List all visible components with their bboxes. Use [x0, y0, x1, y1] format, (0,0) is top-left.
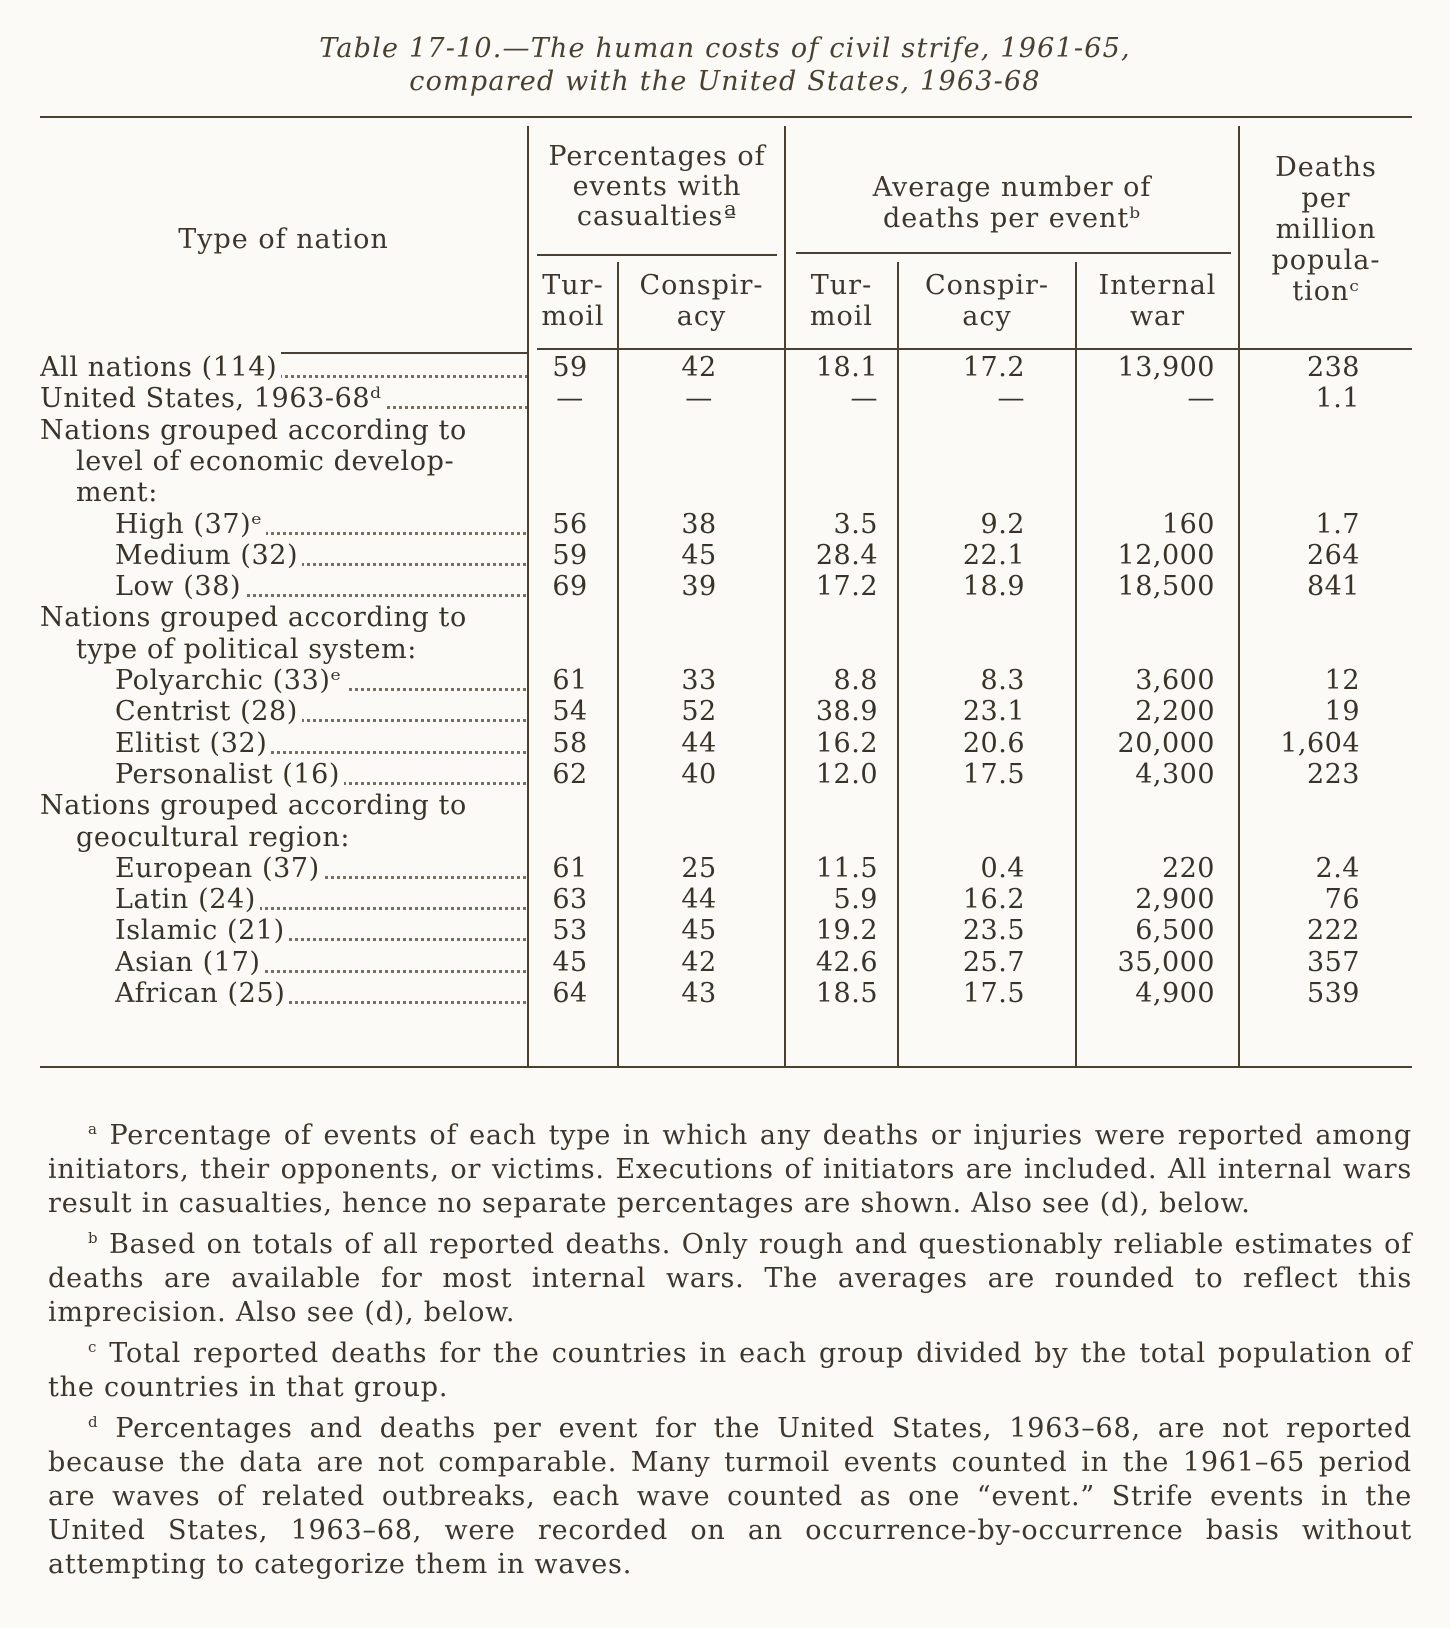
- footnote-d: [48, 1405, 1412, 1582]
- footnote-b: [48, 1221, 1412, 1330]
- cell-deaths-per-million: 2.4: [1315, 852, 1360, 884]
- cell-internal-war: 12,000: [1117, 539, 1215, 571]
- cell-conspiracy-pct: 42: [681, 946, 717, 978]
- table-row: [0, 602, 1450, 634]
- row-label: [115, 915, 526, 947]
- row-label: [115, 571, 526, 603]
- row-label-text: level of economic develop-: [76, 446, 458, 477]
- cell-deaths-per-million: 223: [1306, 758, 1360, 790]
- cell-internal-war: 13,900: [1117, 352, 1215, 383]
- row-label: [40, 602, 528, 634]
- avg-spanner-rule: [796, 252, 1231, 254]
- cell-conspiracy-pct: 43: [681, 978, 717, 1009]
- cell-conspiracy-avg: 17.2: [962, 352, 1025, 383]
- cell-conspiracy-pct: 25: [681, 852, 717, 884]
- row-label-text: Medium (32): [115, 540, 302, 571]
- cell-turmoil-avg: 18.1: [815, 352, 878, 383]
- header-avg-line-1: Average number of: [872, 172, 1152, 203]
- cell-turmoil-avg: —: [850, 383, 878, 415]
- cell-conspiracy-pct: 44: [681, 727, 717, 759]
- cell-deaths-per-million: 841: [1306, 571, 1360, 603]
- cell-internal-war: 3,600: [1135, 665, 1215, 696]
- cell-turmoil-pct: 64: [552, 978, 588, 1009]
- cell-internal-war: 2,900: [1135, 884, 1215, 916]
- row-label: [76, 446, 526, 478]
- cell-conspiracy-avg: 0.4: [980, 852, 1025, 884]
- cell-turmoil-avg: 8.8: [833, 665, 878, 696]
- row-label-text: Polyarchic (33)ᵉ: [115, 665, 346, 696]
- cell-conspiracy-avg: 23.5: [962, 915, 1025, 947]
- header-turmoil-pct-line-1: Tur-: [542, 270, 604, 301]
- row-label-text: geocultural region:: [76, 822, 354, 853]
- table-title-line-1: Table 17-10.—The human costs of civil strife, 1961-65,: [319, 33, 1131, 64]
- cell-deaths-per-million: 1.7: [1315, 508, 1360, 540]
- header-pct-line-3: casualtiesª: [576, 201, 738, 232]
- cell-turmoil-avg: 42.6: [815, 946, 878, 978]
- cell-turmoil-pct: 62: [552, 758, 588, 790]
- cell-turmoil-pct: 61: [552, 852, 588, 884]
- cell-conspiracy-avg: 18.9: [962, 571, 1025, 603]
- cell-turmoil-avg: 11.5: [815, 852, 878, 884]
- header-deaths-line-1: Deaths: [1275, 152, 1377, 183]
- cell-conspiracy-avg: —: [997, 383, 1025, 415]
- header-avg-line-2: deaths per eventᵇ: [882, 203, 1142, 234]
- table-row: [0, 509, 1450, 541]
- table-row: [0, 665, 1450, 697]
- cell-conspiracy-pct: 52: [681, 696, 717, 728]
- cell-internal-war: 18,500: [1117, 571, 1215, 603]
- footnote-c-mark: c: [88, 1338, 98, 1356]
- footnote-a-mark: a: [88, 1120, 98, 1138]
- cell-turmoil-avg: 17.2: [815, 571, 878, 603]
- cell-turmoil-pct: 58: [552, 727, 588, 759]
- cell-turmoil-pct: 54: [552, 696, 588, 728]
- cell-conspiracy-avg: 17.5: [962, 978, 1025, 1009]
- row-label: [40, 383, 528, 415]
- header-deaths-line-5: tionᶜ: [1292, 276, 1360, 307]
- table-row: [0, 383, 1450, 415]
- cell-internal-war: 6,500: [1135, 915, 1215, 947]
- cell-turmoil-avg: 16.2: [815, 727, 878, 759]
- cell-conspiracy-pct: 44: [681, 884, 717, 916]
- cell-conspiracy-pct: 39: [681, 571, 717, 603]
- header-turmoil-avg: [786, 270, 897, 332]
- header-internal-war: [1077, 270, 1238, 332]
- pct-spanner-rule: [537, 254, 777, 256]
- cell-turmoil-avg: 18.5: [815, 978, 878, 1009]
- header-bottom-rule-cols: [537, 348, 1412, 350]
- header-conspiracy-pct-line-1: Conspir-: [639, 270, 764, 301]
- table-row: [0, 790, 1450, 822]
- header-turmoil-pct-line-2: moil: [541, 301, 605, 332]
- row-label-text: African (25): [115, 978, 289, 1009]
- row-label-text: Nations grouped according to: [40, 415, 471, 446]
- row-label: [115, 509, 526, 541]
- table-row: [0, 822, 1450, 854]
- cell-turmoil-pct: 61: [552, 665, 588, 696]
- row-label: [115, 759, 526, 791]
- cell-deaths-per-million: 12: [1324, 665, 1360, 696]
- row-label: [76, 822, 526, 854]
- row-label-text: Centrist (28): [115, 696, 302, 727]
- cell-turmoil-pct: 53: [552, 915, 588, 947]
- row-label: [115, 853, 526, 885]
- cell-turmoil-avg: 38.9: [815, 696, 878, 728]
- row-label-text: Low (38): [115, 571, 245, 602]
- footnote-c-text: Total reported deaths for the countries in each group divided by the total population of the countries in that group.: [48, 1338, 1412, 1403]
- header-conspiracy-avg: [899, 270, 1075, 332]
- cell-turmoil-pct: 56: [552, 508, 588, 540]
- footnote-a: [48, 1112, 1412, 1221]
- cell-conspiracy-pct: 33: [681, 665, 717, 696]
- cell-internal-war: 35,000: [1117, 946, 1215, 978]
- row-label-text: Islamic (21): [115, 915, 289, 946]
- row-label-text: Asian (17): [115, 947, 264, 978]
- table-title-line-2: compared with the United States, 1963-68: [409, 66, 1041, 97]
- cell-deaths-per-million: 76: [1324, 884, 1360, 916]
- row-label: [115, 665, 526, 697]
- cell-internal-war: 160: [1161, 508, 1215, 540]
- table-row: [0, 978, 1450, 1010]
- header-turmoil-pct: [529, 270, 617, 332]
- cell-conspiracy-avg: 22.1: [962, 539, 1025, 571]
- row-label-text: Elitist (32): [115, 728, 271, 759]
- cell-turmoil-pct: 59: [552, 352, 588, 383]
- cell-conspiracy-avg: 17.5: [962, 758, 1025, 790]
- cell-turmoil-pct: 59: [552, 539, 588, 571]
- bottom-rule: [40, 1066, 1412, 1068]
- row-label-text: Nations grouped according to: [40, 790, 471, 821]
- header-pct-line-1: Percentages of: [548, 141, 766, 172]
- cell-turmoil-pct: 63: [552, 884, 588, 916]
- table-row: [0, 759, 1450, 791]
- row-label-text: United States, 1963-68ᵈ: [40, 383, 386, 414]
- cell-deaths-per-million: 1.1: [1315, 383, 1360, 415]
- cell-conspiracy-pct: 38: [681, 508, 717, 540]
- header-internal-war-line-2: war: [1129, 301, 1186, 332]
- table-row: [0, 415, 1450, 447]
- cell-internal-war: 4,300: [1135, 758, 1215, 790]
- row-label: [40, 352, 528, 384]
- table-row: [0, 696, 1450, 728]
- footnote-b-text: Based on totals of all reported deaths. Only rough and questionably reliable estimates of deaths are available for most internal wars. The averages are rounded to reflect this imprecision. Also see (d), below.: [48, 1229, 1412, 1328]
- table-row: [0, 915, 1450, 947]
- footnote-a-text: Percentage of events of each type in which any deaths or injuries were reported among initiators, their opponents, or victims. Executions of initiators are included. All internal wars result in casualties, hence no separate percentages are shown. Also see (d), below.: [48, 1120, 1412, 1219]
- table-row: [0, 728, 1450, 760]
- table-row: [0, 571, 1450, 603]
- row-label: [115, 947, 526, 979]
- header-percentages-group: [530, 142, 784, 232]
- top-rule: [40, 116, 1412, 118]
- header-conspiracy-pct-line-2: acy: [676, 301, 727, 332]
- cell-conspiracy-pct: 40: [681, 758, 717, 790]
- footnote-d-mark: d: [88, 1413, 99, 1431]
- row-label: [76, 477, 526, 509]
- table-title: [0, 32, 1450, 98]
- row-label: [40, 415, 528, 447]
- cell-conspiracy-pct: 45: [681, 915, 717, 947]
- header-conspiracy-pct: [619, 270, 784, 332]
- header-turmoil-avg-line-2: moil: [809, 301, 874, 332]
- cell-internal-war: 20,000: [1117, 727, 1215, 759]
- header-type-of-nation-text: Type of nation: [178, 224, 389, 255]
- row-label: [115, 884, 526, 916]
- cell-deaths-per-million: 238: [1306, 352, 1360, 383]
- cell-conspiracy-avg: 20.6: [962, 727, 1025, 759]
- cell-conspiracy-avg: 8.3: [980, 665, 1025, 696]
- row-label: [40, 790, 528, 822]
- cell-deaths-per-million: 1,604: [1280, 727, 1360, 759]
- row-label-text: Personalist (16): [115, 759, 344, 790]
- header-deaths-line-3: million: [1275, 214, 1377, 245]
- cell-deaths-per-million: 357: [1306, 946, 1360, 978]
- cell-turmoil-avg: 5.9: [833, 884, 878, 916]
- footnotes: [48, 1112, 1412, 1582]
- header-internal-war-line-1: Internal: [1098, 270, 1217, 301]
- cell-conspiracy-avg: 9.2: [980, 508, 1025, 540]
- cell-conspiracy-avg: 25.7: [962, 946, 1025, 978]
- footnote-b-mark: b: [88, 1229, 99, 1247]
- header-type-of-nation: [40, 224, 527, 255]
- row-label-text: High (37)ᵉ: [115, 509, 266, 540]
- cell-deaths-per-million: 264: [1306, 539, 1360, 571]
- cell-internal-war: 4,900: [1135, 978, 1215, 1009]
- row-label: [115, 728, 526, 760]
- cell-conspiracy-pct: 45: [681, 539, 717, 571]
- row-label-text: Nations grouped according to: [40, 602, 471, 633]
- cell-deaths-per-million: 222: [1306, 915, 1360, 947]
- row-label: [115, 978, 526, 1010]
- row-label-text: European (37): [115, 853, 324, 884]
- table-row: [0, 884, 1450, 916]
- cell-turmoil-avg: 3.5: [833, 508, 878, 540]
- table-row: [0, 853, 1450, 885]
- header-average-group: [786, 172, 1238, 234]
- cell-deaths-per-million: 539: [1306, 978, 1360, 1009]
- cell-internal-war: 220: [1161, 852, 1215, 884]
- row-label-text: type of political system:: [76, 634, 421, 665]
- cell-internal-war: —: [1187, 383, 1215, 415]
- cell-turmoil-pct: —: [556, 383, 584, 415]
- header-pct-line-2: events with: [572, 171, 742, 202]
- cell-conspiracy-pct: 42: [681, 352, 717, 383]
- header-conspiracy-avg-line-2: acy: [962, 301, 1012, 332]
- header-conspiracy-avg-line-1: Conspir-: [924, 270, 1050, 301]
- cell-turmoil-pct: 45: [552, 946, 588, 978]
- row-label-text: All nations (114): [40, 352, 281, 383]
- cell-conspiracy-avg: 23.1: [962, 696, 1025, 728]
- cell-turmoil-avg: 12.0: [815, 758, 878, 790]
- row-label-text: Latin (24): [115, 884, 260, 915]
- cell-deaths-per-million: 19: [1324, 696, 1360, 728]
- table-row: [0, 947, 1450, 979]
- cell-turmoil-avg: 19.2: [815, 915, 878, 947]
- table-row: [0, 540, 1450, 572]
- cell-internal-war: 2,200: [1135, 696, 1215, 728]
- row-label: [115, 696, 526, 728]
- row-label: [115, 540, 526, 572]
- table-row: [0, 446, 1450, 478]
- cell-turmoil-pct: 69: [552, 571, 588, 603]
- cell-conspiracy-avg: 16.2: [962, 884, 1025, 916]
- table-row: [0, 352, 1450, 384]
- footnote-d-text: Percentages and deaths per event for the United States, 1963–68, are not reported because the data are not comparable. Many turmoil events counted in the 1961–65 period are waves of related outbreaks, each wave counted as one “event.” Strife events in the United States, 1963–68, were recorded on an occurrence-by-occurrence basis without attempting to categorize them in waves.: [48, 1413, 1412, 1580]
- table-row: [0, 634, 1450, 666]
- header-turmoil-avg-line-1: Tur-: [810, 270, 873, 301]
- row-label: [76, 634, 526, 666]
- header-deaths-line-4: popula-: [1271, 245, 1381, 276]
- footnote-c: [48, 1330, 1412, 1405]
- cell-turmoil-avg: 28.4: [815, 539, 878, 571]
- row-label-text: ment:: [76, 477, 162, 508]
- cell-conspiracy-pct: —: [685, 383, 713, 415]
- header-deaths-line-2: per: [1301, 183, 1351, 214]
- header-deaths-group: [1240, 152, 1412, 307]
- table-row: [0, 477, 1450, 509]
